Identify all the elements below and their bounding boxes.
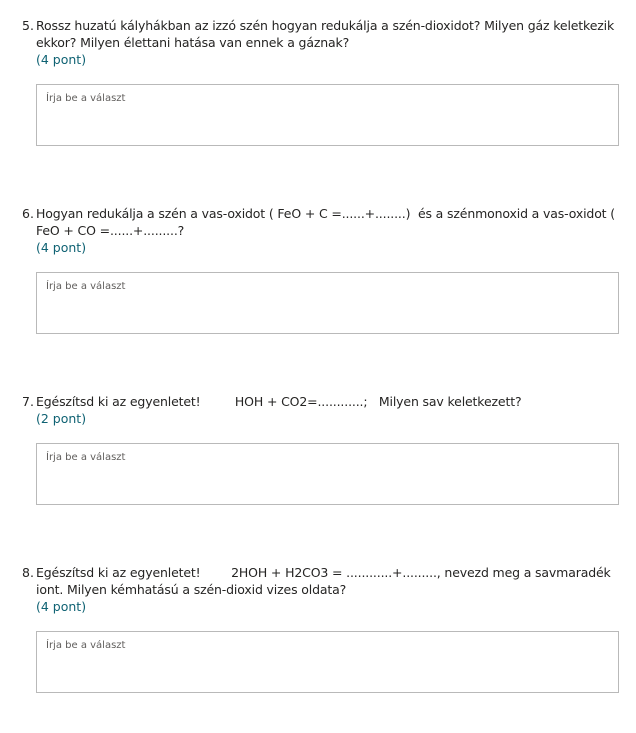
question-number: 6.: [22, 206, 34, 221]
question-text: Hogyan redukálja a szén a vas-oxidot ( FeO + C =......+........) és a szénmonoxid a vas-oxidot ( FeO + CO =......+.........?: [36, 206, 619, 238]
answer-placeholder: Írja be a választ: [46, 640, 126, 651]
answer-input[interactable]: [36, 443, 619, 505]
answer-input[interactable]: [36, 272, 619, 334]
question-number: 7.: [22, 394, 34, 409]
answer-placeholder: Írja be a választ: [46, 452, 126, 463]
question-number: 5.: [22, 18, 34, 33]
question-number: 8.: [22, 565, 34, 580]
question-text: Rossz huzatú kályhákban az izzó szén hogyan redukálja a szén-dioxidot? Milyen gáz keletkezik ekkor? Milyen élettani hatása van ennek a gáznak?: [36, 18, 618, 50]
question-text: Egészítsd ki az egyenletet! HOH + CO2=............; Milyen sav keletkezett?: [36, 394, 522, 409]
answer-placeholder: Írja be a választ: [46, 281, 126, 292]
question-points: (4 pont): [36, 52, 87, 67]
question-points: (2 pont): [36, 411, 87, 426]
answer-placeholder: Írja be a választ: [46, 93, 126, 104]
question-points: (4 pont): [36, 240, 87, 255]
answer-input[interactable]: [36, 631, 619, 693]
question-points: (4 pont): [36, 599, 87, 614]
question-text: Egészítsd ki az egyenletet! 2HOH + H2CO3 = ............+........., nevezd meg a savmaradék iont. Milyen kémhatású a szén-dioxid vizes oldata?: [36, 565, 615, 597]
answer-input[interactable]: [36, 84, 619, 146]
